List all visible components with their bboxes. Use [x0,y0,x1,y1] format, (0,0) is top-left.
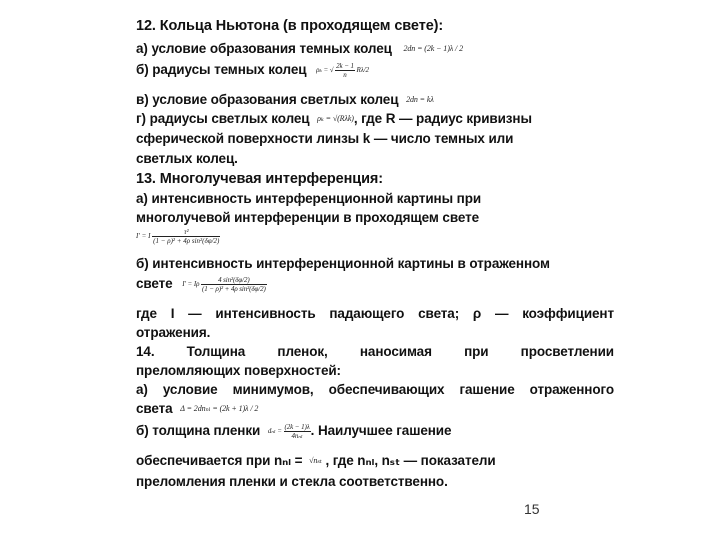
heading-14-line2: преломляющих поверхностей: [136,363,341,378]
formula-12c: 2dn = kλ [406,95,434,105]
formula-12b-lhs: ρₖ = √ [316,66,334,75]
formula-13b-num: 4 sin²(δφ/2) [201,276,267,285]
formula-13a [136,228,220,245]
formula-13b [182,276,267,293]
item-13a-line2: многолучевой интерференции в проходящем свете [136,210,480,225]
item-14c-line2: преломления пленки и стекла соответственно. [136,474,448,489]
item-13b: б) интенсивность интерференционной картины в отраженном [136,256,550,271]
formula-12b [316,62,369,79]
item-12d-text: г) радиусы светлых колец [136,111,310,126]
formula-13a-lhs: I′ = I [136,232,151,241]
item-12b-text: б) радиусы темных колец [136,62,307,78]
item-12d-line2: сферической поверхности линзы k — число темных или [136,131,514,146]
item-14b [136,423,451,440]
formula-12b-den: n [343,71,347,79]
formula-12a: 2dn = (2k − 1)λ / 2 [403,44,463,54]
formula-12b-rhs: Rλ/2 [356,66,369,75]
item-12a-text: а) условие образования темных колец [136,41,392,56]
item-12b [136,62,369,79]
formula-13b-den: (1 − ρ)² + 4ρ sin²(δφ/2) [201,285,266,293]
heading-13: 13. Многолучевая интерференция: [136,171,384,187]
item-13b-line2-text: свете [136,276,173,292]
formula-12b-fraction [335,62,355,79]
page-number: 15 [524,501,540,517]
item-14a-line2 [136,401,258,417]
formula-13b-fraction [201,276,267,293]
item-13a-line1: а) интенсивность интерференционной картины при [136,191,482,206]
item-12c [136,92,434,108]
formula-14b-lhs: dₙₗ = [267,427,282,436]
item-12d [136,111,532,127]
where-line2: отражения. [136,325,211,340]
formula-14a: Δ = 2dnₙₗ = (2k + 1)λ / 2 [180,404,259,414]
formula-13a-num: τ² [152,228,220,237]
item-12d-line3: светлых колец. [136,151,238,166]
item-14a-line2-text: света [136,401,173,416]
item-14c [136,453,496,469]
item-14b-end: . Наилучшее гашение [310,423,452,439]
item-13b-line2 [136,276,267,293]
formula-14b-den: 4nₙₗ [291,432,303,440]
formula-13b-lhs: I′ = Iρ [182,280,200,289]
item-12d-end: , где R — радиус кривизны [353,111,532,126]
item-14a-line1: а) условие минимумов, обеспечивающих гашение отраженного [136,382,614,397]
formula-12b-num: 2k − 1 [336,62,354,70]
formula-13a-fraction [152,228,220,245]
item-14b-text: б) толщина пленки [136,423,261,439]
formula-14c: √nₛₜ [309,456,322,466]
item-14c-end: , где nₙₗ, nₛₜ — показатели [325,453,496,468]
heading-12: 12. Кольца Ньютона (в проходящем свете): [136,18,444,34]
formula-13a-den: (1 − ρ)² + 4ρ sin²(δφ/2) [153,237,220,245]
item-12a [136,41,463,57]
item-14c-text: обеспечивается при nₙₗ = [136,453,303,468]
formula-14b [268,423,311,440]
formula-12d: ρₖ = √(Rλk) [317,114,354,124]
item-12c-text: в) условие образования светлых колец [136,92,399,107]
where-line1: где I — интенсивность падающего света; ρ — коэффициент [136,306,614,321]
heading-14-line1: 14. Толщина пленок, наносимая при просветлении [136,344,614,359]
formula-14b-fraction [284,423,311,440]
formula-14b-num: (2k − 1)λ [284,423,310,431]
